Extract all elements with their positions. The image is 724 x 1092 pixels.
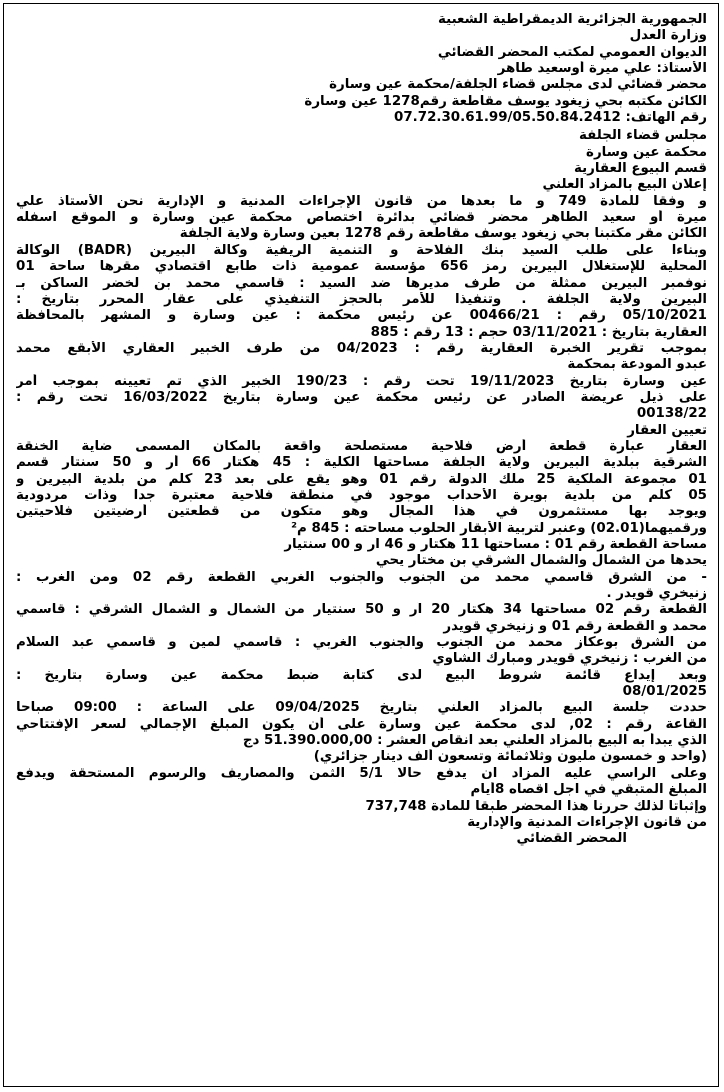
header-line: الكائن مكتبه بحي زيغود يوسف مقاطعة رقم1278 عين وسارة [304, 93, 707, 109]
property-line: القطعة رقم 02 مساحتها 34 هكتار 20 آر و 50 سنتيار من الشمال و الشمال الشرقي : قاسمي [16, 602, 707, 618]
property-line: يحدها من الشمال والشمال الشرقي بن مختار يحي [375, 553, 707, 569]
sale-line: المبلغ المتبقي في اجل اقصاه 8أيام [470, 782, 707, 798]
header-line: الديوان العمومي لمكتب المحضر القضائي [437, 44, 707, 60]
signature-label: المحضر القضائي [516, 831, 627, 847]
intro-line: على ذيل عريضة الصادر عن رئيس محكمة عين وسارة بتاريخ 16/03/2022 تحت رقم : [16, 389, 707, 405]
intro-line: نوفمبر البيرين ممثلة من طرف مديرها ضد السيد : قاسمي محمد بن لخضر الساكن بـ [16, 275, 707, 291]
property-line: زنيخري قويدر . [606, 586, 707, 602]
property-line: مساحة القطعة رقم 01 : مساحتها 11 هكتار و 46 آر و 00 سنتيار [284, 537, 707, 552]
intro-line: وبناءا على طلب السيد بنك الفلاحة و التنمية الريفية وكالة البيرين (BADR) الوكالة [16, 242, 707, 258]
property-line: من الغرب : زنيخري قويدر ومبارك الشاوي [432, 651, 707, 667]
intro-line: البيرين ولاية الجلفة . وتنفيذا للأمر بالحجز التنفيذي على عقار المحرر بتاريخ : [16, 291, 707, 307]
intro-line: 05/10/2021 رقم : 00466/21 عن رئيس محكمة : عين وسارة و المشهر بالمحافظة [16, 308, 707, 324]
intro-line: ميرة أو سعيد الطاهر محضر قضائي بدائرة اختصاص محكمة عين وسارة و الموقع اسفله [16, 210, 707, 226]
intro-line: الكائن مقر مكتبنا بحي زيغود يوسف مقاطعة رقم 1278 بعين وسارة ولاية الجلفة [179, 226, 707, 242]
intro-line: العقارية بتاريخ : 03/11/2021 حجم : 13 رقم : 885 [370, 324, 707, 340]
property-line: ويوجد بها مستثمرون في هذا المجال وهو متكون من قطعتين أرضيتين فلاحيتين [16, 504, 707, 520]
sale-section [16, 700, 707, 847]
header-line: محضر قضائي لدى مجلس قضاء الجلفة/محكمة عين وسارة [329, 77, 707, 93]
intro-line: بموجب تقرير الخبرة العقارية رقم : 04/2023 من طرف الخبير العقاري الأبقع محمد [16, 340, 707, 356]
property-line: محمد و القطعة رقم 01 و زنيخري قويدر [443, 618, 707, 634]
sale-line: (واحد و خمسون مليون وثلاثمائة وتسعون ألف دينار جزائري) [313, 749, 707, 765]
property-line: ورقميهما(02.01) وعنبر لتربية الأبقار الحلوب مساحته : 845 م² [291, 520, 707, 536]
header-line: رقم الهاتف: 07.72.30.61.99/05.50.84.2412 [394, 110, 707, 126]
property-line: 08/01/2025 [622, 684, 707, 700]
sale-line: حددت جلسة البيع بالمزاد العلني بتاريخ 09/04/2025 على الساعة : 09:00 صباحا [16, 700, 707, 716]
court-line: قسم البيوع العقارية [573, 161, 707, 177]
document-header [16, 12, 707, 126]
intro-paragraph [16, 194, 707, 423]
intro-line: و وفقا للمادة 749 و ما بعدها من قانون الإجراءات المدنية و الإدارية نحن الأستاذ علي [16, 193, 707, 209]
property-line: - من الشرق قاسمي محمد من الجنوب والجنوب الغربي القطعة رقم 02 ومن الغرب : [16, 569, 707, 585]
property-line: الشرقية ببلدية البيرين ولاية الجلفة مساحتها الكلية : 45 هكتار 66 أر و 50 سنتار قسم [16, 455, 707, 471]
property-line: وبعد إيداع قائمة شروط البيع لدى كتابة ضبط محكمة عين وسارة بتاريخ : [16, 667, 707, 683]
announcement-document [3, 3, 719, 1087]
sale-line: القاعة رقم : 02, لدى محكمة عين وسارة على أن يكون المبلغ الإجمالي لسعر الإفتتاحي [16, 716, 707, 732]
header-line: الجمهورية الجزائرية الديمقراطية الشعبية [438, 12, 707, 27]
property-line: العقار عبارة قطعة أرض فلاحية مستصلحة واقعة بالمكان المسمى ضاية الخنقة [16, 438, 707, 454]
intro-line: عبدو المودعة بمحكمة [567, 357, 707, 373]
intro-line: المحلية للإستغلال البيرين رمز 656 مؤسسة عمومية ذات طابع اقتصادي مقرها ساحة 01 [16, 259, 707, 275]
court-line: محكمة عين وسارة [586, 144, 707, 160]
property-line: 05 كلم من بلدية بويرة الأحداب موجود في منطقة فلاحية معتبرة جدا وذات مردودية [16, 487, 707, 503]
court-section [16, 128, 707, 193]
property-line: 01 مجموعة الملكية 25 ملك الدولة رقم 01 وهو يقع على بعد 23 كلم من بلدية البيرين و [16, 471, 707, 487]
sale-line: وعلى الراسي عليه المزاد ان يدفع حالا 5/1 الثمن والمصاريف والرسوم المستحقة ويدفع [16, 765, 707, 781]
intro-line: عين وسارة بتاريخ 19/11/2023 تحت رقم : 190/23 الخبير الذي تم تعيينه بموجب أمر [16, 373, 707, 389]
court-line: مجلس قضاء الجلفة [579, 128, 707, 144]
sale-line: من قانون الإجراءات المدنية والإدارية [467, 814, 707, 830]
header-line: الأستاذ: علي ميرة أوسعيد طاهر [497, 61, 707, 77]
property-title: تعيين العقار [627, 422, 707, 438]
intro-line: 00138/22 [636, 406, 707, 422]
header-line: وزارة العدل [629, 28, 707, 44]
property-section [16, 423, 707, 701]
sale-line: وإثباتا لذلك حررنا هذا المحضر طبقا للمادة 737,748 [365, 798, 707, 814]
announcement-title: إعلان البيع بالمزاد العلني [542, 177, 707, 193]
property-line: من الشرق بوعكاز محمد من الجنوب والجنوب الغربي : قاسمي لمين و قاسمي عبد السلام [16, 635, 707, 651]
sale-line: الذي يبدأ به البيع بالمزاد العلني بعد انقاص العشر : 51.390.000,00 دج [242, 733, 707, 749]
